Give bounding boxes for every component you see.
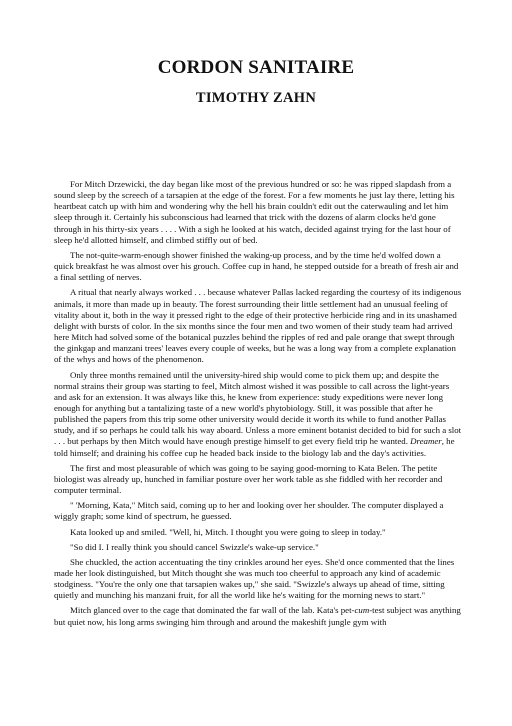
story-title: CORDON SANITAIRE xyxy=(157,57,355,78)
paragraph: She chuckled, the action accentuating the tiny crinkles around her eyes. She'd once commented that the lines made her look distinguished, but Mitch thought she was much too cheerful to approach any kind of academic stodginess. "You're the only one that tarsapien wakes up," she said. "Swizzle's always up ahead of time, sitting quietly and munching his manzani fruit, for all the world like he's waiting for the morning news to start." xyxy=(54,556,455,601)
paragraph: The not-quite-warm-enough shower finished the waking-up process, and by the time he'd wolfed down a quick breakfast he was almost over his grouch. Coffee cup in hand, he stepped outside for a breath of fresh air and a final settling of nerves. xyxy=(54,249,459,283)
paragraph: Mitch glanced over to the cage that dominated the far wall of the lab. Kata's pet-cum-test subject was anything but quiet now, his long arms swinging him through and around the makeshift jungle gym with xyxy=(54,605,461,627)
story-body xyxy=(54,179,462,632)
paragraph: " 'Morning, Kata," Mitch said, coming up to her and looking over her shoulder. The computer displayed a wiggly graph; some kind of spectrum, he guessed. xyxy=(54,500,444,522)
paragraph: Kata looked up and smiled. "Well, hi, Mitch. I thought you were going to sleep in today." xyxy=(70,526,386,537)
paragraph: "So did I. I really think you should cancel Swizzle's wake-up service." xyxy=(70,541,319,552)
paragraph: A ritual that nearly always worked . . . because whatever Pallas lacked regarding the courtesy of its indigenous animals, it more than made up in beauty. The forest surrounding their little settlement had an unusual feeling of vitality about it, both in the way it pressed right to the edge of their protective herbicide ring and in its unashamed delight with bursts of color. In the six months since the four men and two women of their study team had arrived here Mitch had solved some of the botanical puzzles behind the ripples of red and pale orange that swept through the ginkgap and manzani trees' leaves every couple of weeks, but he was a long way from a complete explanation of the whys and hows of the phenomenon. xyxy=(54,287,462,365)
paragraph: For Mitch Drzewicki, the day began like most of the previous hundred or so: he was ripped slapdash from a sound sleep by the screech of a tarsapien at the edge of the forest. For a few moments he just lay there, letting his heartbeat catch up with him and wondering why the hell his brain couldn't edit out the caterwauling and let him sleep through it. Certainly his subconscious had learned that trick with the dozens of alarm clocks he'd gone through in his thirty-six years . . . . With a sigh he looked at his watch, decided against trying for the last hour of sleep he'd allotted himself, and climbed stiffly out of bed. xyxy=(54,179,455,245)
story-author: TIMOTHY ZAHN xyxy=(195,90,317,106)
paragraph: Only three months remained until the university-hired ship would come to pick them up; and despite the normal strains their group was starting to feel, Mitch almost wished it was possible to call across the light-years and ask for an extension. It was always like this, he knew from experience: study expeditions were never long enough for anything but a tantalizing taste of a new world's phytobiology. Still, it was possible that after he published the papers from this trip some other university would decide it worth its while to fund another Pallas study, and if so perhaps he could talk his way aboard. Unless a more eminent botanist decided to bid for such a slot . . . but perhaps by then Mitch would have enough prestige himself to get every field trip he wanted. Dreamer, he told himself; and draining his coffee cup he headed back inside to the biology lab and the day's activities. xyxy=(54,369,462,458)
paragraph: The first and most pleasurable of which was going to be saying good-morning to Kata Belen. The petite biologist was already up, hunched in familiar posture over her work table as she fiddled with her recorder and computer terminal. xyxy=(54,462,443,496)
